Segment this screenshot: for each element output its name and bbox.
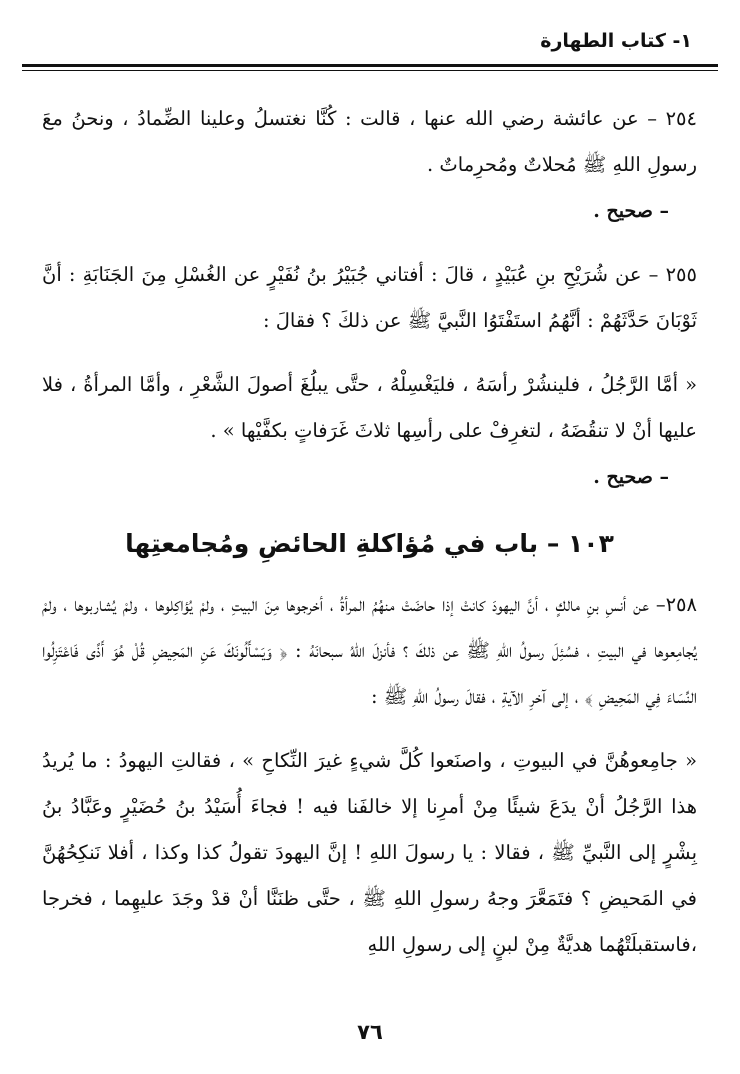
hadith-254-text: ٢٥٤ – عن عائشة رضي الله عنها ، قالت : كُنَّا نغتسلُ وعلينا الضِّمادُ ، ونحنُ معَ رسولِ اللهِ ﷺ مُحلاتٌ ومُحرِماتٌ . [42, 107, 697, 176]
spacer [42, 234, 697, 252]
chapter-title: ١٠٣ – باب في مُؤاكلةِ الحائضِ ومُجامعتِها [125, 529, 614, 558]
running-header: ١- كتاب الطهارة [540, 30, 692, 52]
spacer [42, 720, 697, 738]
spacer [42, 344, 697, 362]
hadith-258-quote: « جامِعوهُنَّ في البيوتِ ، واصنَعوا كُلَّ شيءٍ غيرَ النِّكاحِ » ، فقالتِ اليهودُ : ما يُريدُ هذا الرَّجُلُ أنْ يدَعَ شيئًا مِنْ أمرِنا إلا خالفَنا فيه ! فجاءَ أُسَيْدُ بنُ حُضَيْرٍ وعَبَّادُ بنُ بِشْرٍ إلى النَّبيِّ ﷺ ، فقالا : يا رسولَ اللهِ ! إنَّ اليهودَ تقولُ كذا وكذا ، أفلا نَنكِحُهُنَّ في المَحيضِ ؟ فتَمَعَّرَ وجهُ رسولِ اللهِ ﷺ ، حتَّى ظنَنَّا أنْ قدْ وجَدَ عليهِما ، فخرجا ،فاستقبلَتْهُما هديَّةٌ مِنْ لبنٍ إلى رسولِ اللهِ [42, 749, 697, 956]
hadith-255-grade: – صحيح . [593, 466, 669, 488]
hadith-255-text: ٢٥٥ – عن شُرَيْحِ بنِ عُبَيْدٍ ، قالَ : أفتاني جُبَيْرُ بنُ نُفَيْرٍ عن الغُسْلِ مِنَ الجَنَابَةِ : أنَّ ثَوْبَانَ حَدَّثَهُمْ : أنَّهُمُ استَفْتَوُا النَّبيَّ ﷺ عن ذلكَ ؟ فقالَ : [42, 263, 697, 332]
hadith-254-grade: – صحيح . [593, 200, 669, 222]
header-rule-thin [22, 70, 718, 71]
hadith-258-text: ٢٥٨– عن أنسِ بنِ مالكٍ ، أنَّ اليهودَ كانتْ إذا حاضَتْ منهُمُ المرأةُ ، أخرجوها مِنَ البيتِ ، ولمْ يُؤاكِلوها ، ولمْ يُشاربوها ، ولمْ يُجامِعوها في البيتِ ، فسُئِلَ رسولُ اللهِ ﷺ عن ذلكَ ؟ فأنزلَ اللهُ سبحانَهُ : ﴿ وَيَسْأَلُونَكَ عَنِ المَحِيضِ قُلْ هُوَ أَذًى فَاعْتَزِلُوا النِّسَاءَ فِي المَحِيضِ ﴾ ، إلى آخرِ الآيةِ ، فقالَ رسولُ اللهِ ﷺ : [42, 593, 697, 708]
page-body [42, 96, 697, 968]
page-number: ٧٦ [357, 1020, 383, 1044]
header-rule-thick [22, 64, 718, 67]
hadith-255-quote: « أمَّا الرَّجُلُ ، فلينشُرْ رأسَهُ ، فليَغْسِلْهُ ، حتَّى يبلُغَ أصولَ الشَّعْرِ ، وأمَّا المرأةُ ، فلا عليها أنْ لا تنقُضَهُ ، لتغرِفْ على رأسِها ثلاثَ غَرَفاتٍ بكفَّيْها » . [42, 373, 697, 442]
